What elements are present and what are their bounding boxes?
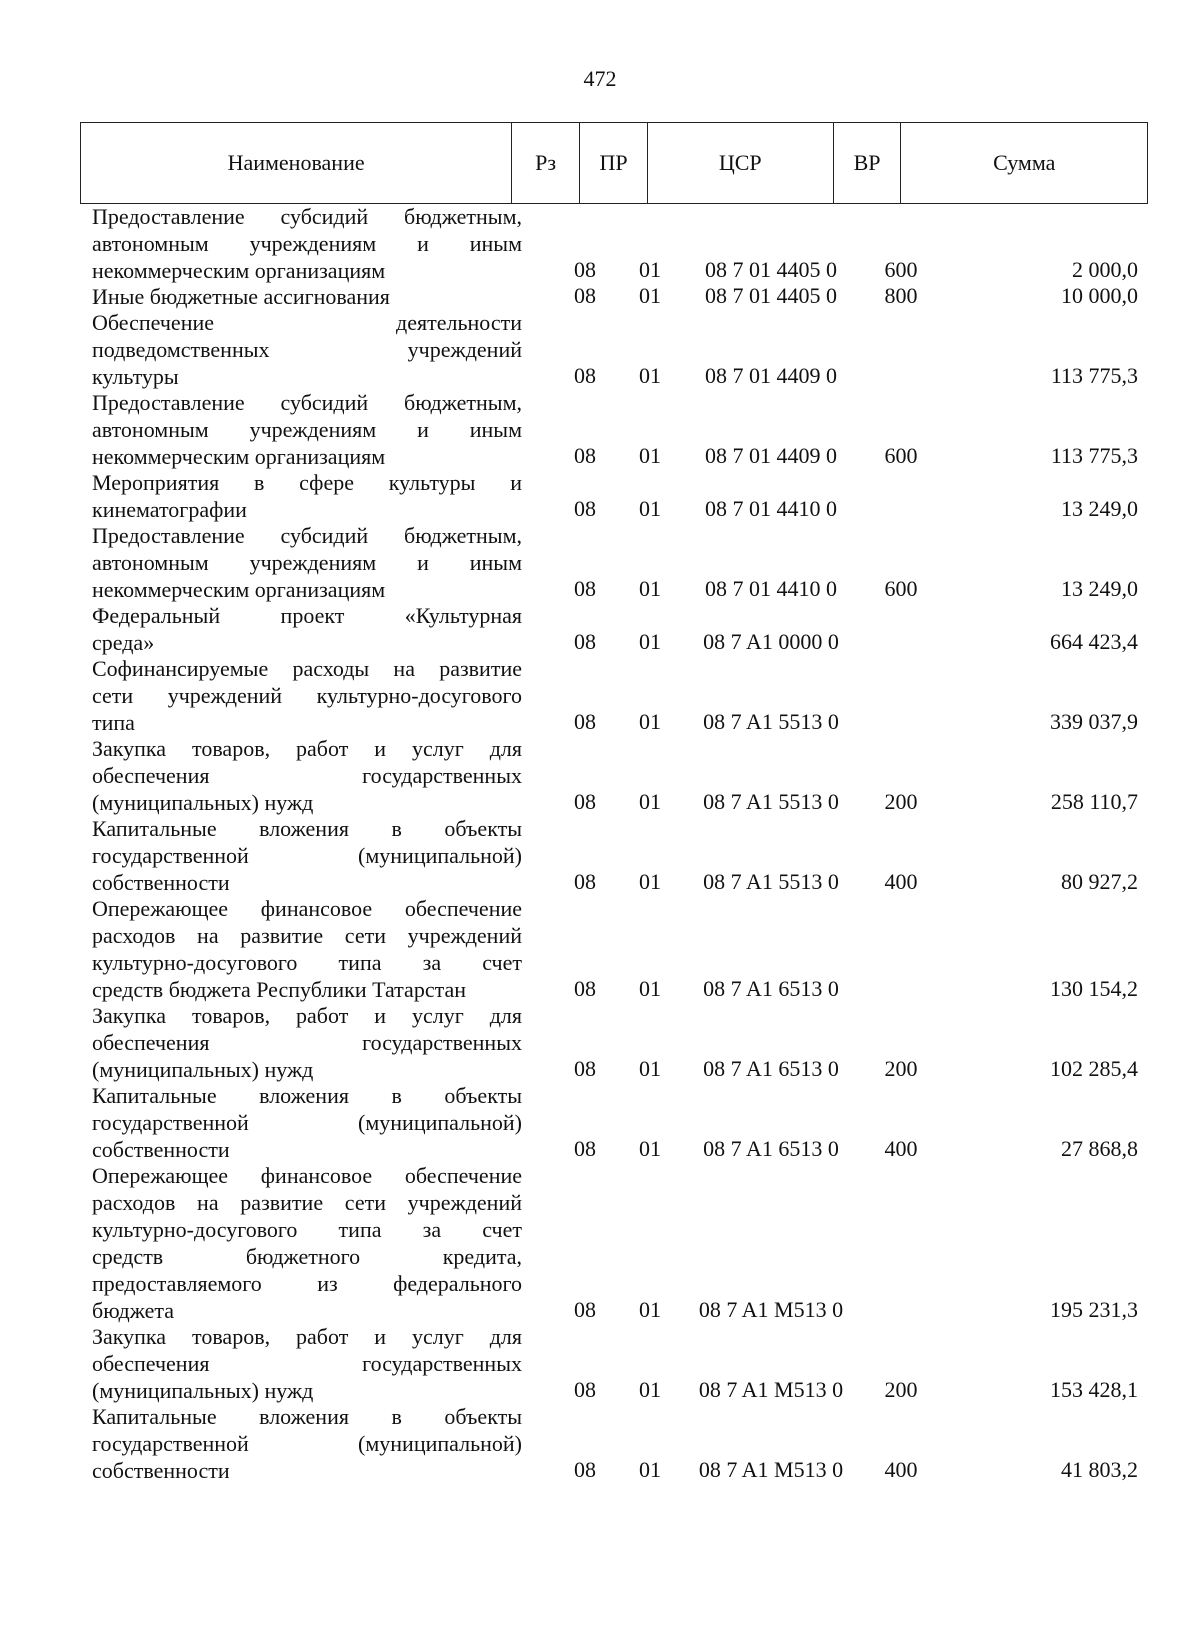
row-csr: 08 7 A1 5513 0 [703,789,839,814]
row-name-line: Софинансируемые расходы на развитие [92,656,522,681]
row-name-line: культуры [92,364,179,389]
row-vr: 600 [884,257,918,282]
row-name-line: государственной (муниципальной) [92,843,522,868]
row-vr: 600 [884,443,918,468]
row-vr: 400 [884,1457,918,1482]
row-name-line: Закупка товаров, работ и услуг для [92,736,522,761]
row-rz: 08 [574,496,596,521]
table-row [0,815,1200,895]
row-csr: 08 7 A1 6513 0 [703,1136,839,1161]
table-header [80,122,1148,204]
table-row [0,1162,1200,1323]
row-sum: 27 868,8 [1061,1136,1138,1161]
row-rz: 08 [574,576,596,601]
column-header-name: Наименование [81,123,512,203]
row-csr: 08 7 01 4410 0 [705,496,837,521]
column-header-pr: ПР [580,123,648,203]
row-name-line: Иные бюджетные ассигнования [92,284,390,309]
row-csr: 08 7 A1 6513 0 [703,976,839,1001]
table-row [0,602,1200,655]
row-vr: 200 [884,789,918,814]
column-header-rz: Рз [512,123,580,203]
table-row [0,735,1200,815]
row-name [92,283,522,310]
row-name-line: обеспечения государственных [92,1030,522,1055]
row-name-line: средств бюджета Республики Татарстан [92,977,467,1002]
row-sum: 664 423,4 [1050,629,1138,654]
row-name-line: некоммерческим организациям [92,258,386,283]
row-name-line: автономным учреждениям и иным [92,417,522,442]
row-name-line: Капитальные вложения в объекты [92,816,522,841]
row-vr: 800 [884,283,918,308]
row-sum: 258 110,7 [1050,789,1138,814]
row-pr: 01 [639,1136,661,1161]
table-row [0,203,1200,283]
row-name-line: собственности [92,1137,230,1162]
row-name [92,602,522,656]
row-csr: 08 7 01 4405 0 [705,283,837,308]
row-name-line: Закупка товаров, работ и услуг для [92,1324,522,1349]
row-pr: 01 [639,1377,661,1402]
row-csr: 08 7 01 4409 0 [705,443,837,468]
table-row [0,895,1200,1002]
column-header-vr: ВР [834,123,902,203]
table-row [0,1323,1200,1403]
row-rz: 08 [574,257,596,282]
row-pr: 01 [639,869,661,894]
row-vr: 400 [884,869,918,894]
row-name [92,735,522,816]
row-pr: 01 [639,1297,661,1322]
row-name [92,203,522,284]
row-pr: 01 [639,576,661,601]
row-rz: 08 [574,976,596,1001]
row-name [92,1403,522,1484]
row-vr: 600 [884,576,918,601]
row-sum: 113 775,3 [1050,363,1138,388]
row-csr: 08 7 A1 M513 0 [698,1297,844,1322]
row-name [92,895,522,1003]
row-vr: 200 [884,1377,918,1402]
row-csr: 08 7 A1 5513 0 [703,709,839,734]
page-number: 472 [583,66,617,91]
table-row [0,522,1200,602]
row-csr: 08 7 A1 5513 0 [703,869,839,894]
row-name-line: Предоставление субсидий бюджетным, [92,523,522,548]
row-name-line: государственной (муниципальной) [92,1431,522,1456]
row-name-line: обеспечения государственных [92,1351,522,1376]
table-row [0,1403,1200,1483]
table-row [0,1002,1200,1082]
row-name-line: средств бюджетного кредита, [92,1244,522,1269]
row-name-line: (муниципальных) нужд [92,1057,314,1082]
row-sum: 113 775,3 [1050,443,1138,468]
table-row [0,309,1200,389]
row-sum: 80 927,2 [1061,869,1138,894]
row-csr: 08 7 01 4405 0 [705,257,837,282]
table-row [0,469,1200,522]
row-name-line: типа [92,710,135,735]
row-rz: 08 [574,869,596,894]
row-pr: 01 [639,1056,661,1081]
row-name-line: Капитальные вложения в объекты [92,1083,522,1108]
row-name-line: Капитальные вложения в объекты [92,1404,522,1429]
row-name-line: расходов на развитие сети учреждений [92,1190,522,1215]
row-pr: 01 [639,709,661,734]
row-rz: 08 [574,1457,596,1482]
table-row [0,283,1200,309]
row-vr: 200 [884,1056,918,1081]
table-body [0,203,1200,1483]
row-rz: 08 [574,363,596,388]
row-pr: 01 [639,1457,661,1482]
row-pr: 01 [639,257,661,282]
row-sum: 153 428,1 [1050,1377,1138,1402]
row-name-line: Предоставление субсидий бюджетным, [92,390,522,415]
row-name-line: обеспечения государственных [92,763,522,788]
row-name-line: бюджета [92,1298,175,1323]
row-sum: 13 249,0 [1061,576,1138,601]
row-name [92,522,522,603]
row-sum: 102 285,4 [1050,1056,1138,1081]
row-name-line: подведомственных учреждений [92,337,522,362]
row-name-line: расходов на развитие сети учреждений [92,923,522,948]
row-name-line: (муниципальных) нужд [92,790,314,815]
row-name [92,815,522,896]
row-sum: 339 037,9 [1050,709,1138,734]
row-name-line: собственности [92,870,230,895]
row-rz: 08 [574,709,596,734]
row-name [92,1002,522,1083]
row-pr: 01 [639,443,661,468]
row-name-line: культурно-досугового типа за счет [92,1217,522,1242]
row-name [92,469,522,523]
row-pr: 01 [639,629,661,654]
row-name-line: культурно-досугового типа за счет [92,950,522,975]
row-pr: 01 [639,283,661,308]
row-name-line: автономным учреждениям и иным [92,550,522,575]
row-name-line: некоммерческим организациям [92,577,386,602]
table-row [0,389,1200,469]
column-header-csr: ЦСР [648,123,834,203]
row-name-line: собственности [92,1458,230,1483]
row-name-line: Предоставление субсидий бюджетным, [92,204,522,229]
row-csr: 08 7 A1 6513 0 [703,1056,839,1081]
row-rz: 08 [574,789,596,814]
table-row [0,655,1200,735]
row-name-line: (муниципальных) нужд [92,1378,314,1403]
row-rz: 08 [574,1377,596,1402]
row-name [92,389,522,470]
row-sum: 130 154,2 [1050,976,1138,1001]
row-csr: 08 7 A1 M513 0 [698,1377,844,1402]
row-name-line: Опережающее финансовое обеспечение [92,1163,522,1188]
row-name-line: Федеральный проект «Культурная [92,603,522,628]
row-rz: 08 [574,443,596,468]
row-name [92,1162,522,1324]
row-csr: 08 7 A1 0000 0 [703,629,839,654]
row-rz: 08 [574,629,596,654]
row-pr: 01 [639,976,661,1001]
row-name-line: предоставляемого из федерального [92,1271,522,1296]
row-name [92,1082,522,1163]
row-name-line: Мероприятия в сфере культуры и [92,470,522,495]
column-header-sum: Сумма [993,150,1056,175]
row-name-line: автономным учреждениям и иным [92,231,522,256]
row-csr: 08 7 01 4410 0 [705,576,837,601]
row-csr: 08 7 A1 M513 0 [698,1457,844,1482]
row-name [92,655,522,736]
row-name [92,1323,522,1404]
row-pr: 01 [639,363,661,388]
row-sum: 195 231,3 [1050,1297,1138,1322]
row-name-line: Опережающее финансовое обеспечение [92,896,522,921]
row-name-line: Обеспечение деятельности [92,310,522,335]
row-sum: 41 803,2 [1061,1457,1138,1482]
row-name-line: Закупка товаров, работ и услуг для [92,1003,522,1028]
row-csr: 08 7 01 4409 0 [705,363,837,388]
row-pr: 01 [639,496,661,521]
row-name-line: среда» [92,630,155,655]
row-name [92,309,522,390]
row-sum: 2 000,0 [1072,257,1138,282]
table-row [0,1082,1200,1162]
row-name-line: государственной (муниципальной) [92,1110,522,1135]
row-pr: 01 [639,789,661,814]
row-name-line: некоммерческим организациям [92,444,386,469]
row-rz: 08 [574,1297,596,1322]
row-rz: 08 [574,1056,596,1081]
row-vr: 400 [884,1136,918,1161]
row-sum: 10 000,0 [1061,283,1138,308]
row-name-line: сети учреждений культурно-досугового [92,683,522,708]
row-name-line: кинематографии [92,497,247,522]
row-sum: 13 249,0 [1061,496,1138,521]
row-rz: 08 [574,1136,596,1161]
row-rz: 08 [574,283,596,308]
